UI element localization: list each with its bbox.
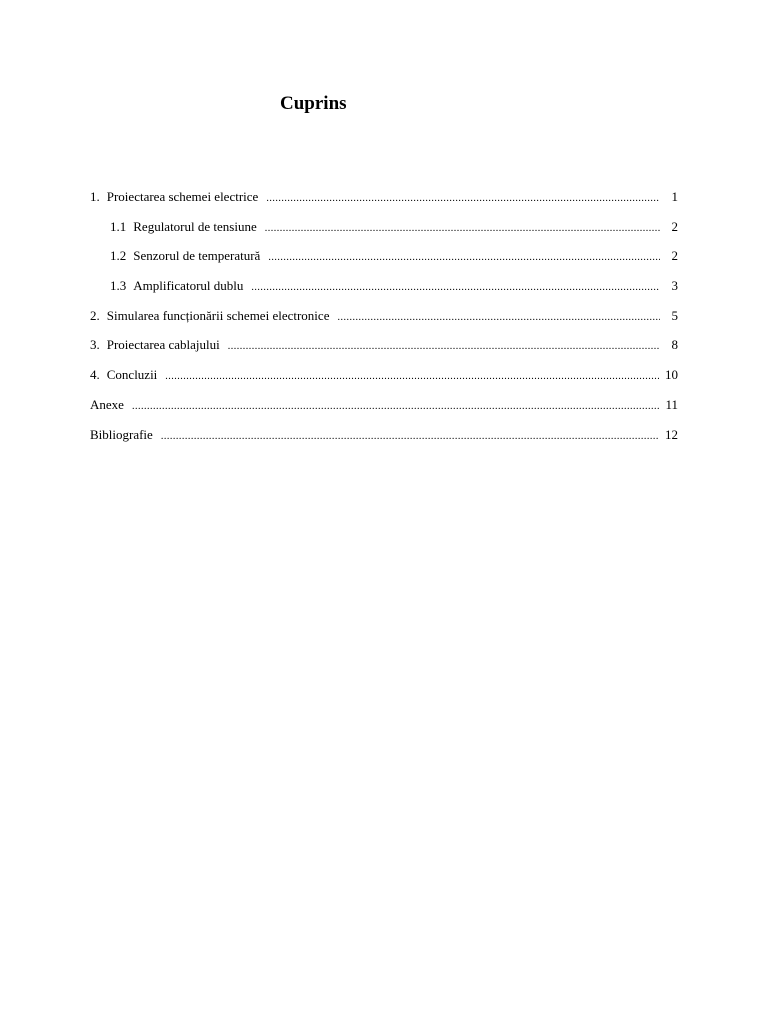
toc-entry[interactable]: [90, 360, 678, 390]
toc-entry-number: 4.: [90, 367, 100, 383]
toc-dot-leader: [268, 243, 660, 273]
toc-entry[interactable]: [90, 271, 678, 301]
toc-entry[interactable]: [90, 241, 678, 271]
toc-dot-leader: [266, 184, 660, 214]
toc-dot-leader: [161, 422, 659, 452]
toc-entry[interactable]: [90, 330, 678, 360]
toc-entry-page: 8: [671, 337, 678, 353]
toc-entry[interactable]: [90, 182, 678, 212]
toc-entry-label: [110, 241, 260, 271]
table-of-contents: [90, 182, 678, 449]
toc-entry-number: 3.: [90, 337, 100, 353]
toc-entry-page: 1: [671, 189, 678, 204]
toc-entry[interactable]: [90, 301, 678, 331]
toc-entry-label: [90, 360, 157, 390]
toc-entry-title: Proiectarea cablajului: [106, 337, 220, 353]
toc-entry-page: 10: [665, 367, 678, 383]
toc-entry-title: Simularea funcționării schemei electronice: [106, 307, 330, 323]
toc-entry[interactable]: [90, 390, 678, 420]
toc-entry-page: 11: [665, 396, 678, 412]
toc-entry-number: 1.1: [110, 218, 127, 234]
toc-entry-label: [90, 301, 329, 331]
toc-entry-label: [110, 271, 243, 301]
toc-entry-label: [90, 182, 258, 212]
toc-entry-page: 5: [671, 307, 678, 323]
toc-entry-page: 2: [671, 218, 678, 234]
toc-entry-title: Bibliografie: [90, 426, 153, 442]
toc-entry-title: Regulatorul de tensiune: [133, 218, 257, 234]
toc-entry-page: 3: [671, 278, 678, 294]
toc-entry-label: [90, 390, 124, 420]
toc-dot-leader: [251, 273, 660, 303]
toc-entry-title: Anexe: [90, 396, 124, 412]
toc-entry-label: [90, 420, 153, 450]
toc-entry-page: 2: [671, 248, 678, 264]
toc-entry-page: 12: [665, 426, 678, 442]
toc-entry-label: [110, 212, 257, 242]
toc-dot-leader: [265, 214, 660, 244]
toc-dot-leader: [132, 392, 660, 422]
toc-entry-title: Proiectarea schemei electrice: [106, 189, 259, 204]
toc-entry-title: Amplificatorul dublu: [133, 278, 244, 294]
toc-entry-number: 1.2: [110, 248, 127, 264]
toc-entry[interactable]: [90, 212, 678, 242]
toc-entry-number: 2.: [90, 307, 100, 323]
page-title: Cuprins: [280, 93, 347, 114]
toc-dot-leader: [337, 303, 660, 333]
toc-entry-title: Concluzii: [106, 367, 158, 383]
toc-entry-title: Senzorul de temperatură: [133, 248, 261, 264]
toc-entry-number: 1.3: [110, 278, 127, 294]
toc-entry-number: 1.: [90, 189, 100, 204]
toc-dot-leader: [165, 362, 659, 392]
toc-entry-label: [90, 330, 220, 360]
toc-entry[interactable]: [90, 420, 678, 450]
toc-dot-leader: [228, 332, 660, 362]
